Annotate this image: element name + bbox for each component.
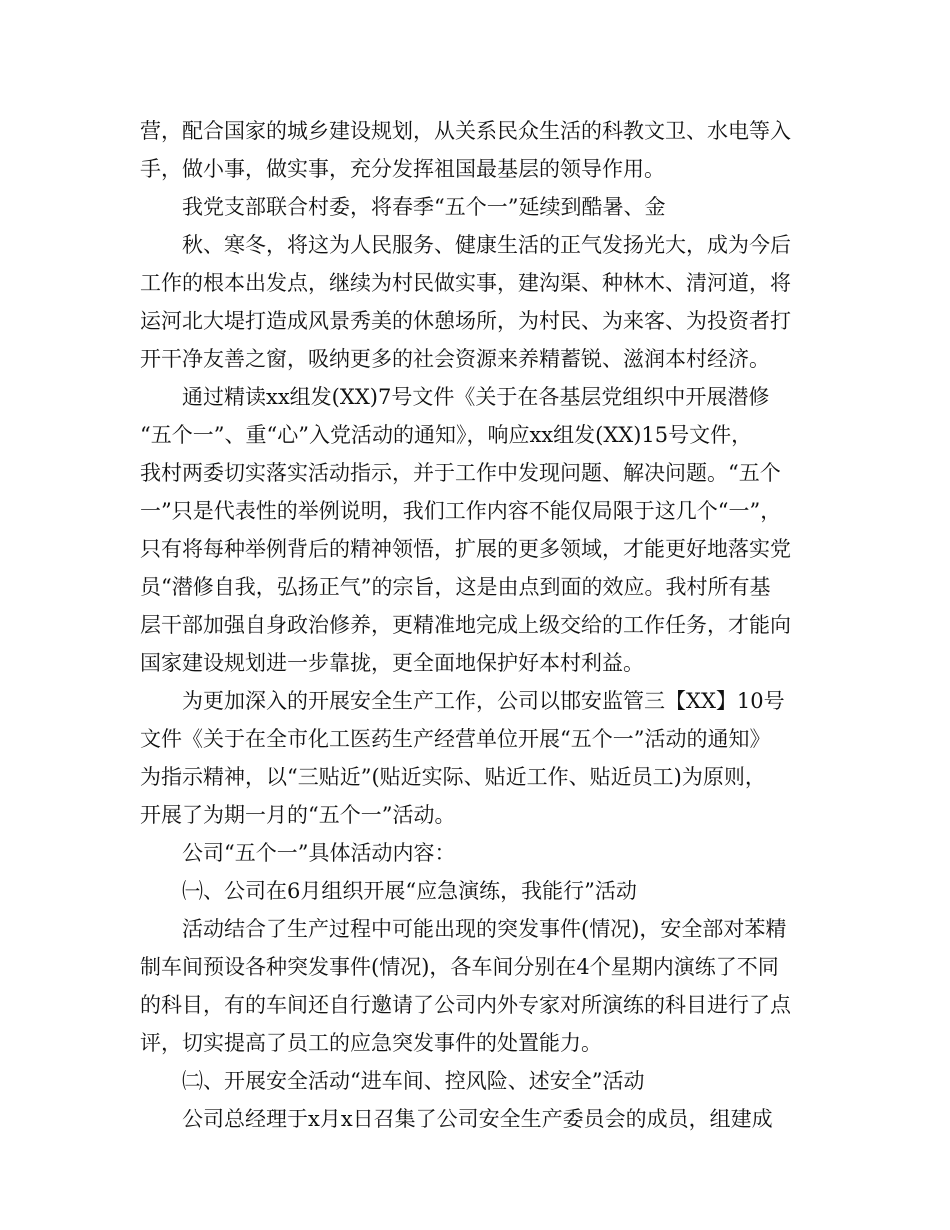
- text-line: 我村两委切实落实活动指示，并于工作中发现问题、解决问题。“五个: [140, 461, 781, 485]
- text-line: ㈠、公司在6月组织开展“应急演练，我能行”活动: [182, 879, 637, 903]
- text-line: “五个一”、重“心”入党活动的通知》，响应xx组发(XX)15号文件，: [140, 423, 753, 447]
- text-line: 文件《关于在全市化工医药生产经营单位开展“五个一”活动的通知》: [140, 727, 771, 751]
- text-line: 手，做小事，做实事，充分发挥祖国最基层的领导作用。: [140, 157, 665, 181]
- text-line: 员“潜修自我，弘扬正气”的宗旨，这是由点到面的效应。我村所有基: [140, 575, 771, 599]
- text-line: ㈡、开展安全活动“进车间、控风险、述安全”活动: [182, 1069, 645, 1093]
- text-line: 公司总经理于x月x日召集了公司安全生产委员会的成员，组建成: [182, 1107, 773, 1131]
- text-line: 营，配合国家的城乡建设规划，从关系民众生活的科教文卫、水电等入: [140, 119, 791, 143]
- text-line: 秋、寒冬，将这为人民服务、健康生活的正气发扬光大，成为今后: [182, 233, 791, 257]
- text-line: 通过精读xx组发(XX)7号文件《关于在各基层党组织中开展潜修: [182, 385, 770, 409]
- text-line: 我党支部联合村委，将春季“五个一”延续到酷暑、金: [182, 195, 666, 219]
- text-line: 运河北大堤打造成风景秀美的休憩场所，为村民、为来客、为投资者打: [140, 309, 791, 333]
- text-line: 只有将每种举例背后的精神领悟，扩展的更多领域，才能更好地落实党: [140, 537, 791, 561]
- text-line: 的科目，有的车间还自行邀请了公司内外专家对所演练的科目进行了点: [140, 993, 791, 1017]
- text-line: 为更加深入的开展安全生产工作，公司以邯安监管三【XX】10号: [182, 689, 785, 713]
- text-line: 活动结合了生产过程中可能出现的突发事件(情况)，安全部对苯精: [182, 917, 787, 941]
- text-line: 评，切实提高了员工的应急突发事件的处置能力。: [140, 1031, 602, 1055]
- document-body: [140, 112, 830, 1138]
- text-line: 开展了为期一月的“五个一”活动。: [140, 803, 456, 827]
- text-line: 为指示精神，以“三贴近”(贴近实际、贴近工作、贴近员工)为原则，: [140, 765, 766, 789]
- text-line: 层干部加强自身政治修养，更精准地完成上级交给的工作任务，才能向: [140, 613, 791, 637]
- text-line: 开干净友善之窗，吸纳更多的社会资源来养精蓄锐、滋润本村经济。: [140, 347, 770, 371]
- text-line: 制车间预设各种突发事件(情况)，各车间分别在4个星期内演练了不同: [140, 955, 779, 979]
- text-line: 国家建设规划进一步靠拢，更全面地保护好本村利益。: [140, 651, 644, 675]
- text-line: 公司“五个一”具体活动内容：: [182, 841, 456, 865]
- text-line: 工作的根本出发点，继续为村民做实事，建沟渠、种林木、清河道，将: [140, 271, 791, 295]
- text-line: 一”只是代表性的举例说明，我们工作内容不能仅局限于这几个“一”，: [140, 499, 782, 523]
